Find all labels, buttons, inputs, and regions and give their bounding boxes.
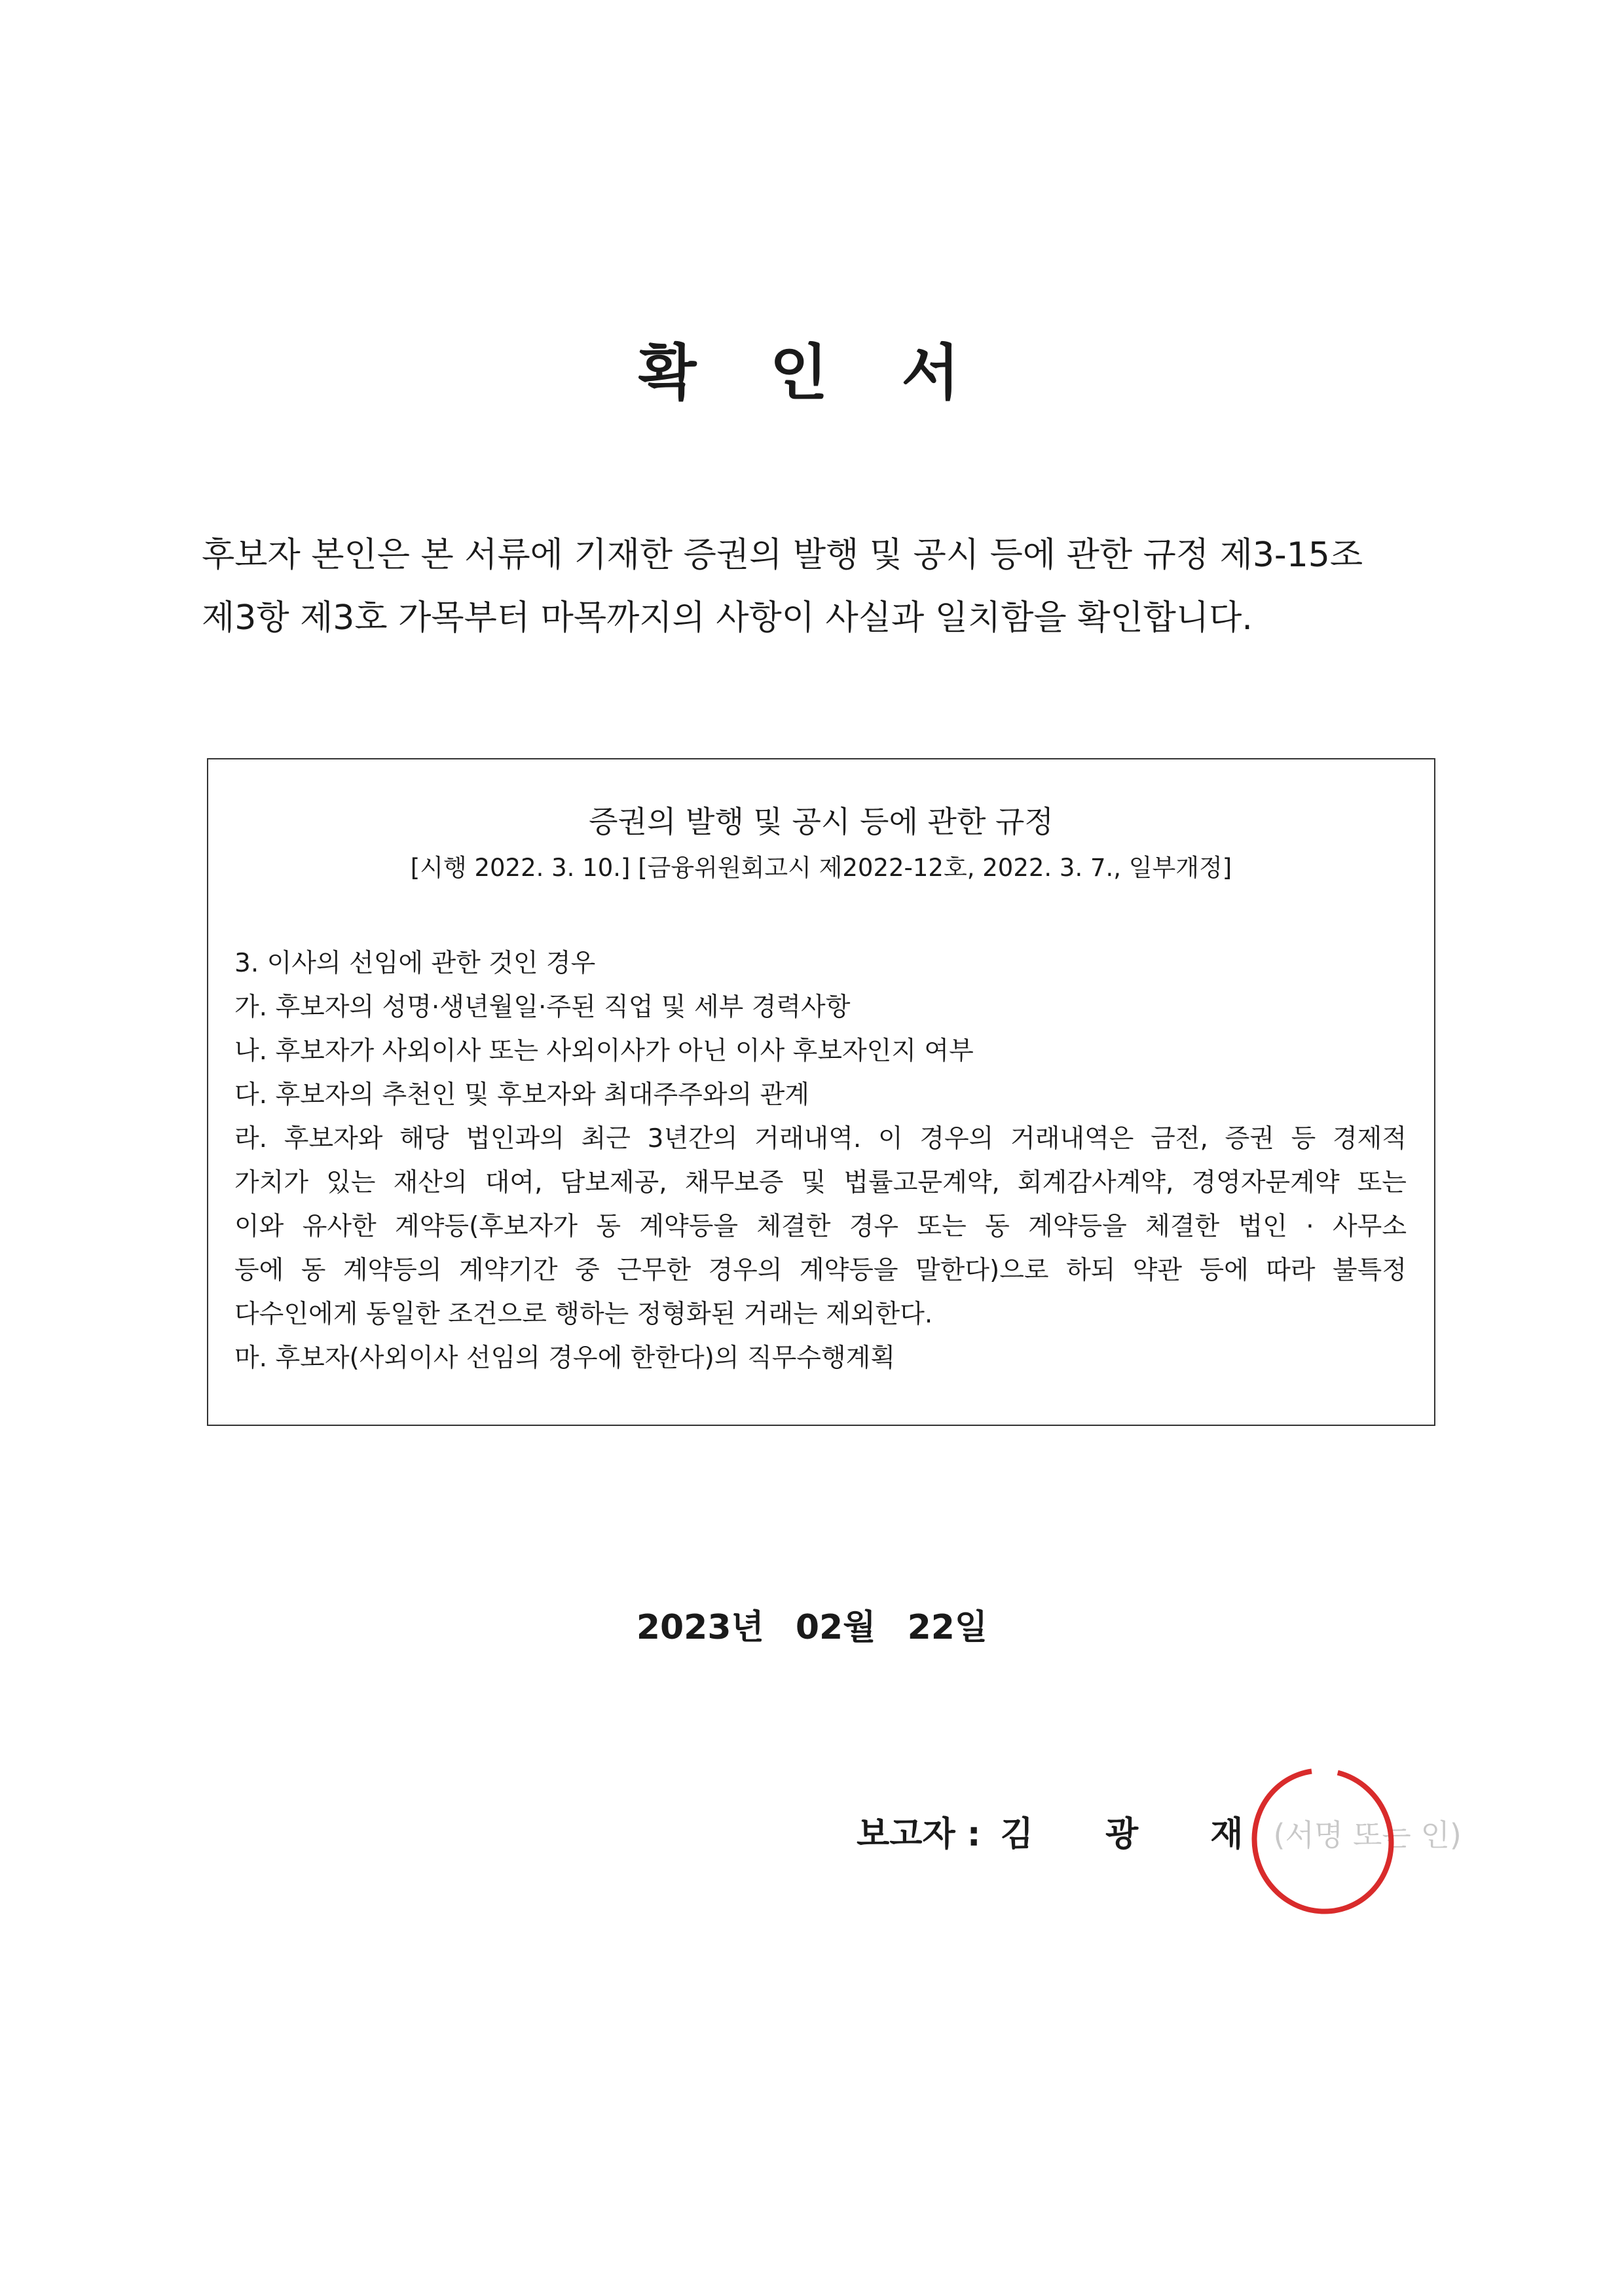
seal-stamp-icon: [1244, 1761, 1401, 1918]
regulation-box: [207, 758, 1435, 1426]
regulation-item: 나. 후보자가 사외이사 또는 사외이사가 아닌 이사 후보자인지 여부: [234, 1036, 974, 1066]
signer-name: 김 광 재: [1000, 1815, 1274, 1854]
regulation-item: 라. 후보자와 해당 법인과의 최근 3년간의 거래내역. 이 경우의 거래내역은 금전, 증권 등 경제적: [234, 1124, 1407, 1154]
regulation-item: 가치가 있는 재산의 대여, 담보제공, 채무보증 및 법률고문계약, 회계감사계약, 경영자문계약 또는: [234, 1168, 1407, 1197]
signer-label: 보고자 :: [857, 1815, 981, 1854]
statement-line-1: 후보자 본인은 본 서류에 기재한 증권의 발행 및 공시 등에 관한 규정 제3-15조: [202, 536, 1363, 575]
regulation-title: 증권의 발행 및 공시 등에 관한 규정: [589, 804, 1054, 839]
regulation-item: 다수인에게 동일한 조건으로 행하는 정형화된 거래는 제외한다.: [234, 1300, 933, 1329]
regulation-item: 가. 후보자의 성명·생년월일·주된 직업 및 세부 경력사항: [234, 993, 851, 1022]
regulation-item: 다. 후보자의 추천인 및 후보자와 최대주주와의 관계: [234, 1080, 809, 1110]
signature-hint: (서명 또는 인): [1273, 1817, 1462, 1853]
regulation-item: 3. 이사의 선임에 관한 것인 경우: [234, 949, 596, 978]
statement-line-2: 제3항 제3호 가목부터 마목까지의 사항이 사실과 일치함을 확인합니다.: [202, 598, 1253, 638]
regulation-subtitle: [시행 2022. 3. 10.] [금융위원회고시 제2022-12호, 2022. 3. 7., 일부개정]: [410, 854, 1232, 882]
page-title: 확 인 서: [638, 338, 986, 408]
regulation-item: 이와 유사한 계약등(후보자가 동 계약등을 체결한 경우 또는 동 계약등을 체결한 법인 · 사무소: [234, 1212, 1407, 1241]
confirmation-statement: [202, 524, 1420, 649]
regulation-item: 등에 동 계약등의 계약기간 중 근무한 경우의 계약등을 말한다)으로 하되 약관 등에 따라 불특정: [234, 1256, 1407, 1285]
regulation-items: [234, 941, 1407, 1380]
regulation-item: 마. 후보자(사외이사 선임의 경우에 한한다)의 직무수행계획: [234, 1343, 895, 1373]
document-date: 2023년 02월 22일: [636, 1608, 988, 1647]
